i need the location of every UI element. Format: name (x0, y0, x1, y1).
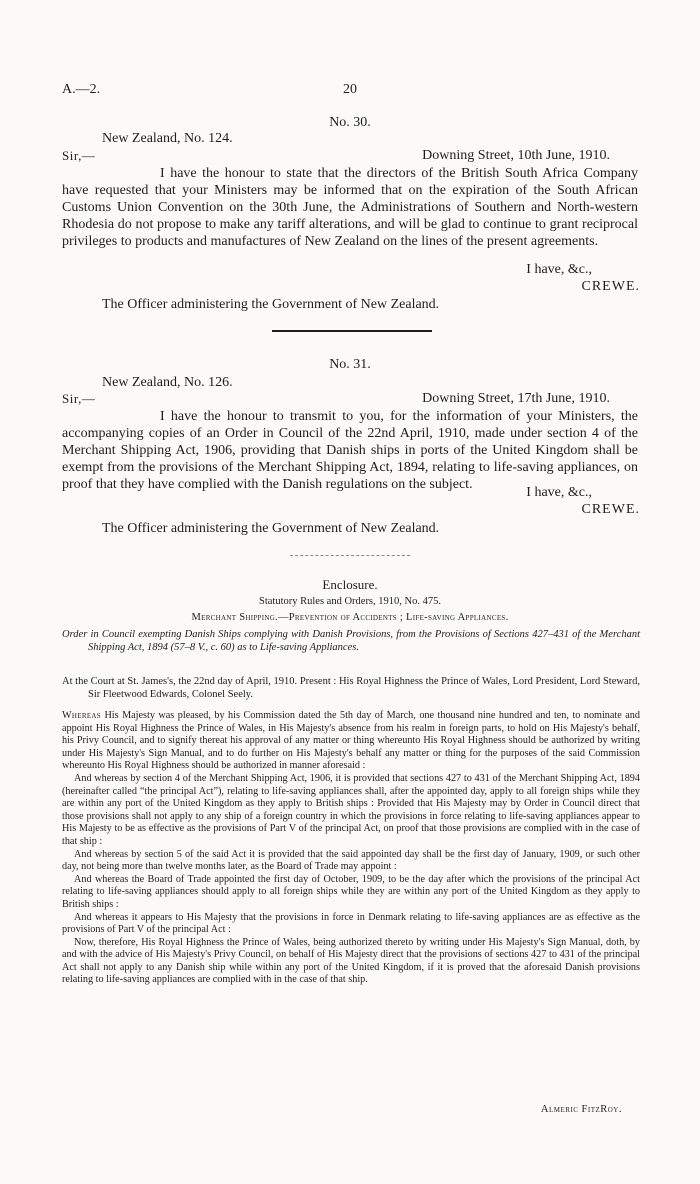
letter-31-salutation: Sir,— (62, 391, 96, 406)
whereas-word: Whereas (62, 710, 101, 721)
letter-31-addressee: The Officer administering the Government of New Zealand. (102, 521, 440, 536)
letter-30-body: I have the honour to state that the directors of the British South Africa Company have requested that your Ministers may be informed that on the expiration of the South African Customs Union Convention on the 30th June, the Administrations of Southern and North-western Rhodesia do not propose to make any tariff alterations, and will be glad to continue to grant reciprocal privileges to products and manufactures of New Zealand on the lines of the present agreements. (62, 166, 638, 249)
letter-30-date: Downing Street, 10th June, 1910. (422, 148, 610, 163)
section-divider (272, 330, 432, 332)
enclosure-subject: Merchant Shipping.—Prevention of Accidents ; Life-saving Appliances. (191, 612, 509, 623)
document-reference: A.—2. (62, 82, 101, 97)
enclosure-title: Enclosure. (322, 577, 378, 592)
court-present: At the Court at St. James's, the 22nd day of April, 1910. Present : His Royal Highness the Prince of Wales, Lord President, Lord Steward, Sir Fleetwood Edwards, Colonel Seely. (62, 676, 640, 700)
letter-31-date: Downing Street, 17th June, 1910. (422, 391, 610, 406)
order-paragraph: Now, therefore, His Royal Highness the Prince of Wales, being authorized thereto by writing under His Majesty's Sign Manual, doth, by and with the advice of His Majesty's Privy Council, on behalf of His Majesty direct that the provisions of sections 427 to 431 of the principal Act shall not apply to any Danish ship while within any port of the United Kingdom, if it is proved that the aforesaid Danish provisions relating to life-saving appliances are complied with in the case of that ship. (62, 936, 640, 986)
order-paragraph: And whereas by section 4 of the Merchant Shipping Act, 1906, it is provided that sections 427 to 431 of the Merchant Shipping Act, 1894 (hereinafter called “the principal Act”), relating to life-saving appliances shall, after the appointed day, apply to all foreign ships while they are within any port of the United Kingdom as they apply to British ships : Provided that His Majesty may by Order in Council direct that those provisions shall not apply to any ship of a foreign country in which the provisions in force relating to life-saving appliances appear to His Majesty to be as effective as the provisions of Part V of the principal Act, on proof that those provisions are complied with in the case of that ship : (62, 772, 640, 847)
order-paragraph (62, 710, 640, 773)
order-text (62, 710, 640, 987)
order-paragraph-text: His Majesty was pleased, by his Commission dated the 5th day of March, one thousand nine hundred and ten, to nominate and appoint His Royal Highness the Prince of Wales, in His Majesty's absence from his realm in foreign parts, to hold on His Majesty's behalf, his Privy Council, and to signify thereat his approval of any matter or thing whereunto His Royal Highness should be authorized by writing under His Majesty's Sign Manual, and to do further on His Majesty's behalf any matter or thing for the purposes of the said Commission whereunto His Royal Highness should be authorized in manner aforesaid : (62, 710, 640, 772)
letter-30-closing: I have, &c., (526, 262, 592, 277)
letter-30-salutation: Sir,— (62, 148, 96, 163)
page-number: 20 (343, 82, 357, 97)
letter-31-number: No. 31. (329, 357, 371, 372)
order-paragraph: And whereas it appears to His Majesty that the provisions in force in Denmark relating to life-saving appliances are as effective as the provisions of Part V of the principal Act : (62, 911, 640, 936)
letter-31-closing: I have, &c., (526, 485, 592, 500)
letter-30-number: No. 30. (329, 115, 371, 130)
order-paragraph: And whereas the Board of Trade appointed the first day of October, 1909, to be the day after which the provisions of the principal Act relating to life-saving appliances should apply to all foreign ships while they are within any port of the United Kingdom as they apply to British ships : (62, 873, 640, 910)
statutory-rules-reference: Statutory Rules and Orders, 1910, No. 475. (259, 596, 441, 607)
letter-30-addressee: The Officer administering the Government of New Zealand. (102, 297, 440, 312)
order-title: Order in Council exempting Danish Ships complying with Danish Provisions, from the Provisions of Sections 427–431 of the Merchant Shipping Act, 1894 (57–8 V., c. 60) as to Life-saving Appliances. (62, 629, 640, 653)
letter-30-reference: New Zealand, No. 124. (102, 131, 233, 146)
letter-31-body: I have the honour to transmit to you, for the information of your Ministers, the accompanying copies of an Order in Council of the 22nd April, 1910, made under section 4 of the Merchant Shipping Act, 1906, providing that Danish ships in ports of the United Kingdom shall be exempt from the provisions of the Merchant Shipping Act, 1894, relating to life-saving appliances, on proof that they have complied with the Danish regulations on the subject. (62, 409, 638, 492)
section-divider-dashed (290, 555, 410, 556)
letter-31-signature: CREWE. (581, 502, 640, 517)
enclosure-signature: Almeric FitzRoy. (540, 1104, 622, 1115)
letter-31-reference: New Zealand, No. 126. (102, 375, 233, 390)
order-paragraph: And whereas by section 5 of the said Act it is provided that the said appointed day shall be the first day of January, 1909, or such other day, not being more than twelve months later, as the Board of Trade may appoint : (62, 848, 640, 873)
letter-30-signature: CREWE. (581, 279, 640, 294)
